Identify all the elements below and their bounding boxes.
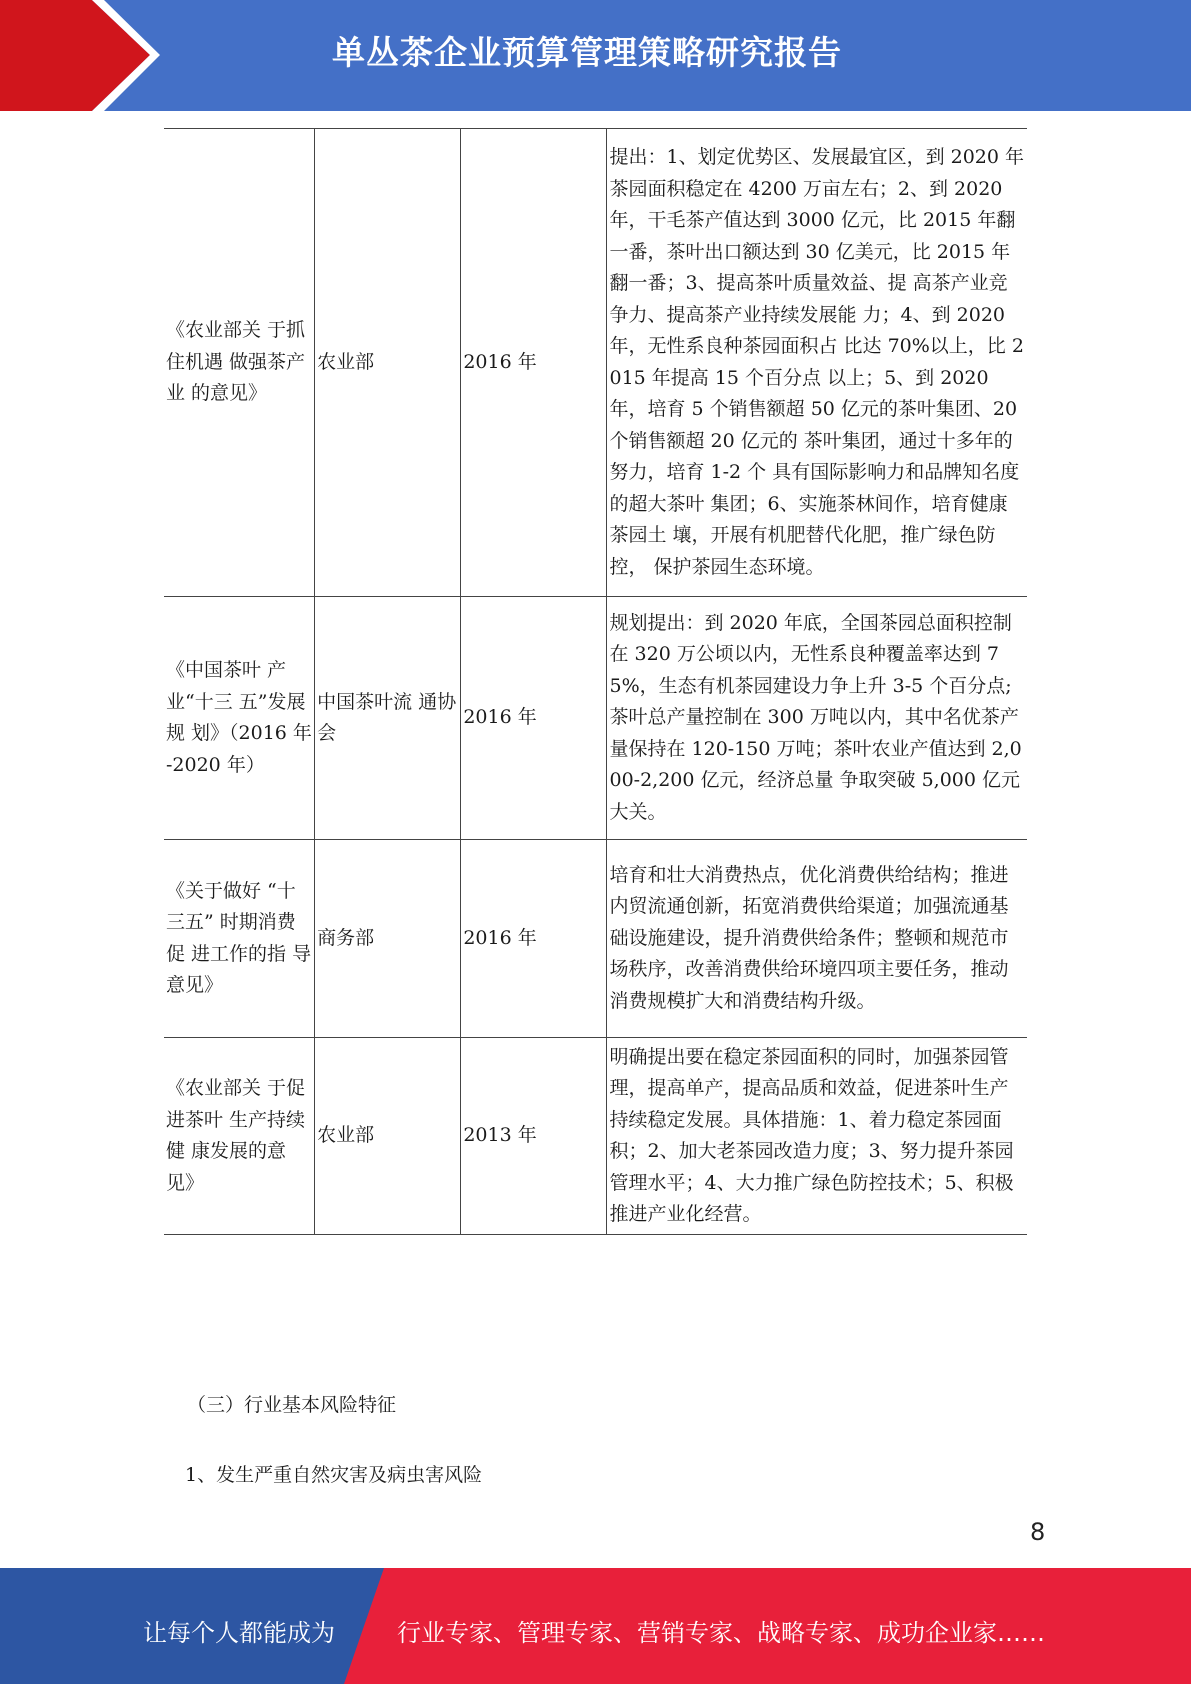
section-heading: （三）行业基本风险特征	[187, 1394, 397, 1416]
policy-name-cell: 《关于做好 “十三五” 时期消费促 进工作的指 导意见》	[164, 840, 315, 1038]
table-row	[164, 840, 1027, 1038]
policy-name-cell: 《中国茶叶 产业“十三 五”发展规 划》（2016 年 -2020 年）	[164, 597, 315, 840]
page-number: 8	[1030, 1518, 1046, 1546]
issuing-org-cell: 农业部	[315, 129, 461, 597]
policy-name-cell: 《农业部关 于促进茶叶 生产持续健 康发展的意 见》	[164, 1038, 315, 1235]
table-row	[164, 597, 1027, 840]
year-cell: 2016 年	[461, 597, 607, 840]
year-cell: 2013 年	[461, 1038, 607, 1235]
header-chevron-decoration	[0, 0, 160, 111]
year-cell: 2016 年	[461, 129, 607, 597]
policy-content-cell: 规划提出：到 2020 年底，全国茶园总面积控制在 320 万公顷以内，无性系良种覆盖率达到 75%，生态有机茶园建设力争上升 3-5 个百分点;茶叶总产量控制在 300 万吨以内，其中名优茶产量保持在 120-150 万吨；茶叶农业产值达到 2,000-2,200 亿元，经济总量 争取突破 5,000 亿元大关。	[607, 597, 1027, 840]
policy-content-cell: 提出：1、划定优势区、发展最宜区，到 2020 年茶园面积稳定在 4200 万亩左右；2、到 2020 年，干毛茶产值达到 3000 亿元，比 2015 年翻一番，茶叶出口额达到 30 亿美元，比 2015 年翻一番；3、提高茶叶质量效益、提 高茶产业竞争力、提高茶产业持续发展能 力；4、到 2020 年，无性系良种茶园面积占 比达 70%以上，比 2015 年提高 15 个百分点 以上；5、到 2020 年，培育 5 个销售额超 50 亿元的茶叶集团、20 个销售额超 20 亿元的 茶叶集团，通过十多年的努力，培育 1-2 个 具有国际影响力和品牌知名度的超大茶叶 集团；6、实施茶林间作，培育健康茶园土 壤，开展有机肥替代化肥，推广绿色防控， 保护茶园生态环境。	[607, 129, 1027, 597]
policy-content-cell: 明确提出要在稳定茶园面积的同时，加强茶园管理，提高单产，提高品质和效益，促进茶叶生产持续稳定发展。具体措施：1、着力稳定茶园面积；2、加大老茶园改造力度；3、努力提升茶园管理水平；4、大力推广绿色防控技术；5、积极推进产业化经营。	[607, 1038, 1027, 1235]
issuing-org-cell: 农业部	[315, 1038, 461, 1235]
subsection-heading: 1、发生严重自然灾害及病虫害风险	[185, 1464, 483, 1486]
policy-name-cell: 《农业部关 于抓住机遇 做强茶产业 的意见》	[164, 129, 315, 597]
policy-table	[164, 128, 1027, 1235]
issuing-org-cell: 中国茶叶流 通协会	[315, 597, 461, 840]
issuing-org-cell: 商务部	[315, 840, 461, 1038]
footer-slogan-right: 行业专家、管理专家、营销专家、战略专家、成功企业家……	[397, 1619, 1045, 1647]
year-cell: 2016 年	[461, 840, 607, 1038]
table-row	[164, 1038, 1027, 1235]
table-row	[164, 129, 1027, 597]
footer-slogan-left: 让每个人都能成为	[143, 1619, 335, 1647]
policy-content-cell: 培育和壮大消费热点，优化消费供给结构；推进内贸流通创新，拓宽消费供给渠道；加强流通基础设施建设，提升消费供给条件；整顿和规范市场秩序，改善消费供给环境四项主要任务，推动消费规模扩大和消费结构升级。	[607, 840, 1027, 1038]
report-title: 单丛茶企业预算管理策略研究报告	[332, 33, 842, 72]
